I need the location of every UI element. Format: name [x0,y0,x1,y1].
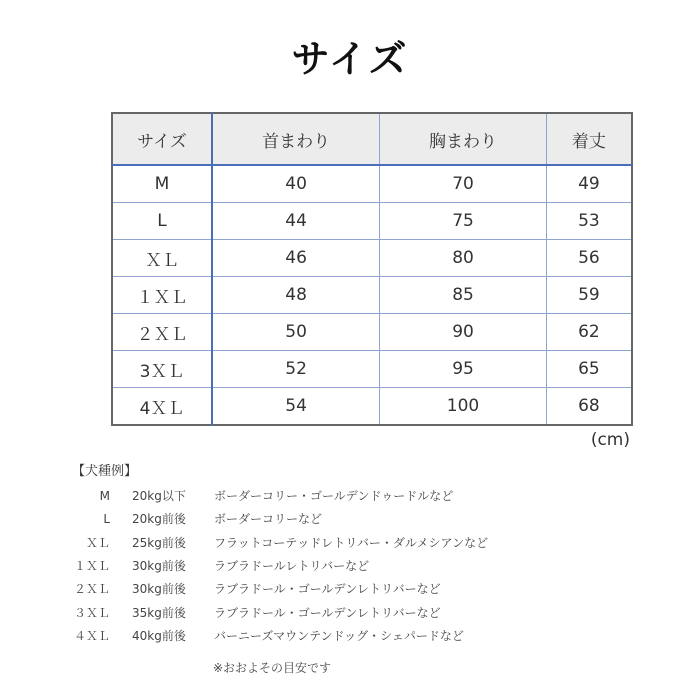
list-item [72,484,488,507]
breed-size: ４ＸＬ [73,628,110,643]
header-chest: 胸まわり [380,113,547,165]
header-length: 着丈 [546,113,632,165]
cell-length: 49 [546,165,632,203]
list-item [72,554,488,577]
breed-size: １ＸＬ [73,559,110,574]
cell-neck: 40 [212,165,380,203]
page-title: サイズ [291,37,409,81]
table-row [112,388,632,426]
cell-length: 62 [546,314,632,351]
table-row [112,314,632,351]
cell-chest: 70 [380,165,547,203]
table-row [112,203,632,240]
cell-neck: 54 [212,388,380,426]
cell-length: 59 [546,277,632,314]
breed-size: M [99,488,110,503]
cell-chest: 80 [380,240,547,277]
breed-weight: 30kg前後 [132,559,186,574]
cell-chest: 90 [380,314,547,351]
cell-chest: 75 [380,203,547,240]
cell-chest: 95 [380,351,547,388]
breed-size: L [103,511,110,526]
cell-length: 65 [546,351,632,388]
header-neck: 首まわり [212,113,380,165]
cell-chest: 100 [380,388,547,426]
list-item [72,577,488,600]
table-header-row [112,113,632,165]
cell-size: 3ＸＬ [112,351,212,388]
breed-weight: 20kg以下 [132,489,186,504]
breed-weight: 35kg前後 [132,605,186,620]
cell-length: 56 [546,240,632,277]
breed-weight: 40kg前後 [132,628,186,643]
breed-name: バーニーズマウンテンドッグ・シェパードなど [214,628,464,643]
breed-name: ボーダーコリー・ゴールデンドゥードルなど [214,489,454,504]
table-row [112,351,632,388]
cell-neck: 52 [212,351,380,388]
breed-examples-heading: 【犬種例】 [72,464,138,479]
list-item [72,531,488,554]
unit-label: (cm) [590,430,630,450]
size-table [111,112,633,426]
breed-size: ２ＸＬ [73,582,110,597]
breed-name: ラブラドール・ゴールデンレトリバーなど [214,605,441,620]
cell-neck: 48 [212,277,380,314]
cell-size: ＸＬ [112,240,212,277]
breed-name: ラブラドール・ゴールデンレトリバーなど [214,582,441,597]
cell-neck: 50 [212,314,380,351]
cell-neck: 44 [212,203,380,240]
header-size: サイズ [112,113,212,165]
cell-chest: 85 [380,277,547,314]
cell-size: 4ＸＬ [112,388,212,426]
breed-size: ＸＬ [85,535,110,550]
breed-name: ラブラドールレトリバーなど [214,559,370,574]
list-item [72,600,488,623]
cell-size: ２ＸＬ [112,314,212,351]
breed-weight: 25kg前後 [132,535,186,550]
table-row [112,277,632,314]
table-row [112,165,632,203]
cell-neck: 46 [212,240,380,277]
cell-length: 68 [546,388,632,426]
breed-name: ボーダーコリーなど [214,512,323,527]
cell-size: M [112,165,212,203]
cell-size: L [112,203,212,240]
cell-length: 53 [546,203,632,240]
list-item [72,507,488,530]
breed-name: フラットコーテッドレトリバー・ダルメシアンなど [214,535,489,550]
breed-size: ３ＸＬ [73,605,110,620]
breed-examples-list [72,484,488,647]
cell-size: １ＸＬ [112,277,212,314]
breed-weight: 20kg前後 [132,512,186,527]
breed-weight: 30kg前後 [132,582,186,597]
table-row [112,240,632,277]
list-item [72,624,488,647]
approximate-note: ※おおよその目安です [213,661,332,675]
